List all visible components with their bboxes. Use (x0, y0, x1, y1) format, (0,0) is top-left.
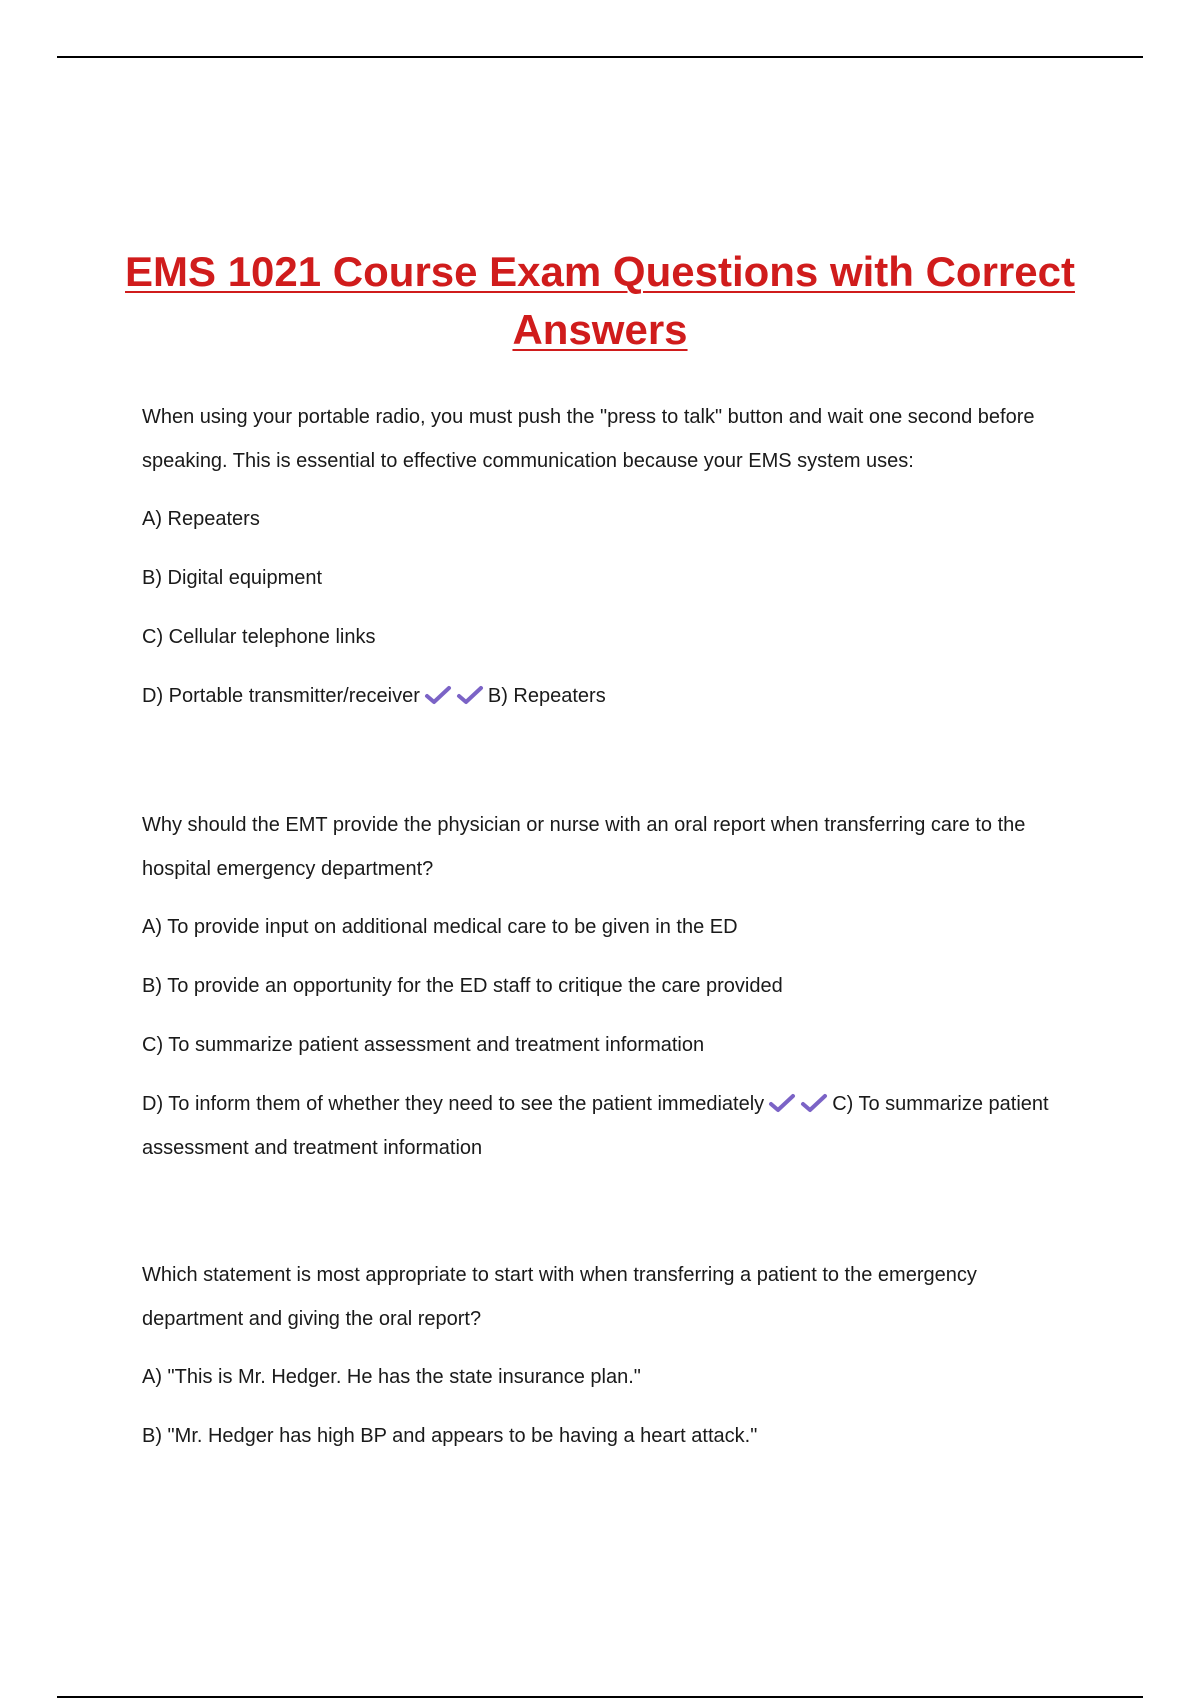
option-a: A) "This is Mr. Hedger. He has the state insurance plan." (142, 1366, 641, 1388)
correct-answer: B) Repeaters (487, 685, 606, 707)
correct-answer: C) To summarize patient assessment and treatment information (142, 1093, 1049, 1159)
header-rule (57, 56, 1143, 58)
checkmark-icon (768, 1093, 796, 1113)
question-block-2 (142, 803, 1082, 1185)
option-d-with-answer (142, 1082, 1082, 1185)
question-prompt: When using your portable radio, you must push the "press to talk" button and wait one second before speaking. This is essential to effective communication because your EMS system uses: (142, 406, 1035, 472)
checkmark-icon (456, 685, 484, 705)
option-d: D) To inform them of whether they need to see the patient immediately (142, 1093, 765, 1115)
checkmark-icon (424, 685, 452, 705)
question-list (142, 395, 1082, 1543)
question-block-3 (142, 1253, 1082, 1473)
question-block-1 (142, 395, 1082, 733)
checkmark-icon (800, 1093, 828, 1113)
footer-rule (57, 1696, 1143, 1698)
option-a: A) Repeaters (142, 508, 260, 530)
question-prompt: Which statement is most appropriate to start with when transferring a patient to the emergency department and giving the oral report? (142, 1264, 977, 1330)
document-title: EMS 1021 Course Exam Questions with Correct Answers (125, 248, 1075, 354)
question-prompt: Why should the EMT provide the physician or nurse with an oral report when transferring care to the hospital emergency department? (142, 814, 1026, 880)
option-b: B) "Mr. Hedger has high BP and appears to be having a heart attack." (142, 1425, 758, 1447)
option-d: D) Portable transmitter/receiver (142, 685, 420, 707)
option-b: B) To provide an opportunity for the ED staff to critique the care provided (142, 975, 783, 997)
option-c: C) Cellular telephone links (142, 626, 376, 648)
option-a: A) To provide input on additional medical care to be given in the ED (142, 916, 738, 938)
option-b: B) Digital equipment (142, 567, 323, 589)
option-d-with-answer (142, 674, 1082, 733)
option-c: C) To summarize patient assessment and treatment information (142, 1034, 705, 1056)
